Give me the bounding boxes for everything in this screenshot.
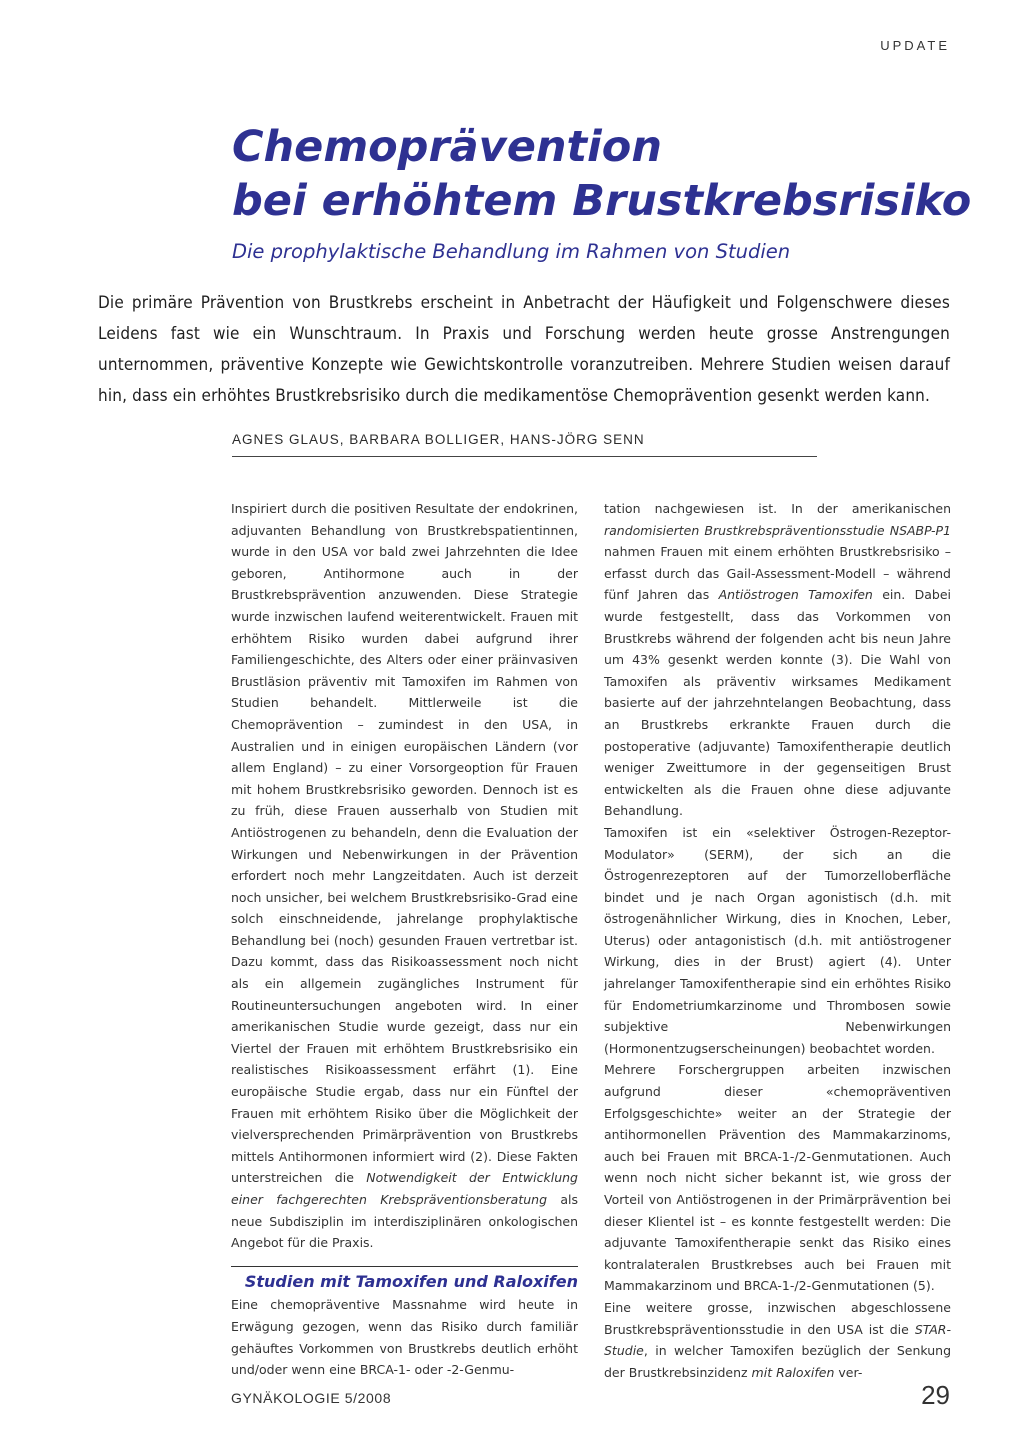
body-emphasis: STAR-Studie [604,1321,951,1359]
lead-paragraph: Die primäre Prävention von Brustkrebs erscheint in Anbetracht der Häufigkeit und Folgenschwere dieses Leidens fast wie ein Wunschtraum. In Praxis und Forschung werden heute grosse Anstrengungen unternommen, präventive Konzepte wie Gewichtskontrolle voranzutreiben. Mehrere Studien weisen darauf hin, dass ein erhöhtes Brustkrebsrisiko durch die medikamentöse Chemoprävention gesenkt werden kann. [98,293,950,406]
body-text: Eine weitere grosse, inzwischen abgeschlossene Brustkrebspräventionsstudie in den USA ist die [604,1299,951,1337]
article-title [232,120,972,228]
body-paragraph: Eine chemopräventive Massnahme wird heute in Erwägung gezogen, wenn das Risiko durch familiär gehäuftes Vorkommen von Brustkrebs deutlich erhöht und/oder wenn eine BRCA-1- oder -2-Genmu- [231,1297,578,1378]
body-text: ver- [834,1364,863,1380]
body-column-left [231,498,578,1381]
subheading-rule [231,1266,578,1267]
page-number: 29 [921,1380,950,1410]
body-paragraph: Tamoxifen ist ein «selektiver Östrogen-Rezeptor-Modulator» (SERM), der sich an die Östrogenrezeptoren auf der Tumorzelloberfläche bindet und je nach Organ agonistisch (d.h. mit östrogenähnlicher Wirkung, dies in Knochen, Leber, Uterus) oder antagonistisch (d.h. mit antiöstrogener Wirkung, dies in der Brust) agiert (4). Unter jahrelanger Tamoxifentherapie sind ein erhöhtes Risiko für Endometriumkarzinome und Thrombosen sowie subjektive Nebenwirkungen (Hormonentzugserscheinungen) beobachtet worden. [604,824,951,1056]
body-emphasis: Notwendigkeit der Entwicklung einer fachgerechten Krebspräventionsberatung [231,1170,578,1207]
body-text: , in welcher Tamoxifen bezüglich der Senkung der Brustkrebsinzidenz [604,1343,951,1380]
footer-journal: GYNÄKOLOGIE 5/2008 [231,1390,392,1406]
subheading: Studien mit Tamoxifen und Raloxifen [244,1271,578,1291]
body-text: ein. Dabei wurde festgestellt, dass das Vorkommen von Brustkrebs während der folgenden acht bis neun Jahre um 43% gesenkt werden konnte (3). Die Wahl von Tamoxifen als präventiv wirksames Medikament basierte auf der jahrzehntelangen Beobachtung, dass an Brustkrebs erkrankte Frauen durch die postoperative (adjuvante) Tamoxifentherapie deutlich weniger Zweittumore in der gegenseitigen Brust entwickelten als die Frauen ohne diese adjuvante Behandlung. [604,587,952,819]
body-emphasis: randomisierten Brustkrebspräventionsstudie NSABP-P1 [604,522,951,538]
body-text: Inspiriert durch die positiven Resultate der endokrinen, adjuvanten Behandlung von Brustkrebspatientinnen, wurde in den USA vor bald zwei Jahrzehnten die Idee geboren, Antihormone auch in der Brustkrebsprävention anzuwenden. Diese Strategie wurde inzwischen laufend weiterentwickelt. Frauen mit erhöhtem Risiko wurden dabei aufgrund ihrer Familiengeschichte, des Alters oder einer präinvasiven Brustläsion präventiv mit Tamoxifen im Rahmen von Studien behandelt. Mittlerweile ist die Chemoprävention – zumindest in den USA, in Australien und in einigen europäischen Ländern (vor allem England) – zu einer Vorsorgeoption für Frauen mit hohem Brustkrebsrisiko geworden. Dennoch ist es zu früh, diese Frauen ausserhalb von Studien mit Antiöstrogenen zu behandeln, denn die Evaluation der Wirkungen und Nebenwirkungen in der Prävention erfordert noch mehr Langzeitdaten. Auch ist derzeit noch unsicher, bei welchem Brustkrebsrisiko-Grad eine solch einschneidende, jahrelange prophylaktische Behandlung bei (noch) gesunden Frauen vertretbar ist. Dazu kommt, dass das Risikoassessment noch nicht als ein allgemein zugängliches Instrument für Routineuntersuchungen angeboten wird. In einer amerikanischen Studie wurde gezeigt, dass nur ein Viertel der Frauen mit erhöhtem Brustkrebsrisiko ein realistisches Risikoassessment erfährt (1). Eine europäische Studie ergab, dass nur ein Fünftel der Frauen mit erhöhtem Risiko über die Möglichkeit der vielversprechenden Primärprävention von Brustkrebs mittels Antihormonen informiert wird (2). Diese Fakten unterstreichen die [231,501,578,1186]
body-text: nahmen Frauen mit einem erhöhten Brustkrebsrisiko – erfasst durch das Gail-Assessment-Modell – während fünf Jahren das [604,544,951,603]
article-title-line2: bei erhöhtem Brustkrebsrisiko [232,176,972,226]
body-paragraph [604,1297,951,1383]
body-paragraph: Mehrere Forschergruppen arbeiten inzwischen aufgrund dieser «chemopräventiven Erfolgsgeschichte» weiter an der Strategie der antihormonellen Prävention des Mammakarzinoms, auch bei Frauen mit BRCA-1-/2-Genmutationen. Auch wenn noch nicht sicher bekannt ist, wie gross der Vorteil von Antiöstrogenen in der Primärprävention bei dieser Klientel ist – es konnte festgestellt werden: Die adjuvante Tamoxifentherapie senkt das Risiko eines kontralateralen Brustkrebses auch bei Frauen mit Mammakarzinom und BRCA-1-/2-Genmutationen (5). [604,1062,951,1294]
body-paragraph [231,498,578,1254]
article-subtitle: Die prophylaktische Behandlung im Rahmen von Studien [232,240,791,263]
body-text: tation nachgewiesen ist. In der amerikanischen [604,501,951,516]
body-column-right [604,498,951,1383]
body-emphasis: Antiöstrogen Tamoxifen [718,587,873,603]
section-tag: UPDATE [880,38,950,53]
author-rule [232,456,817,457]
article-title-line1: Chemoprävention [232,122,662,172]
body-text: als neue Subdisziplin im interdisziplinären onkologischen Angebot für die Praxis. [231,1192,578,1251]
body-paragraph [604,498,951,822]
body-emphasis: mit Raloxifen [751,1364,835,1380]
author-line: AGNES GLAUS, BARBARA BOLLIGER, HANS-JÖRG SENN [232,432,645,447]
